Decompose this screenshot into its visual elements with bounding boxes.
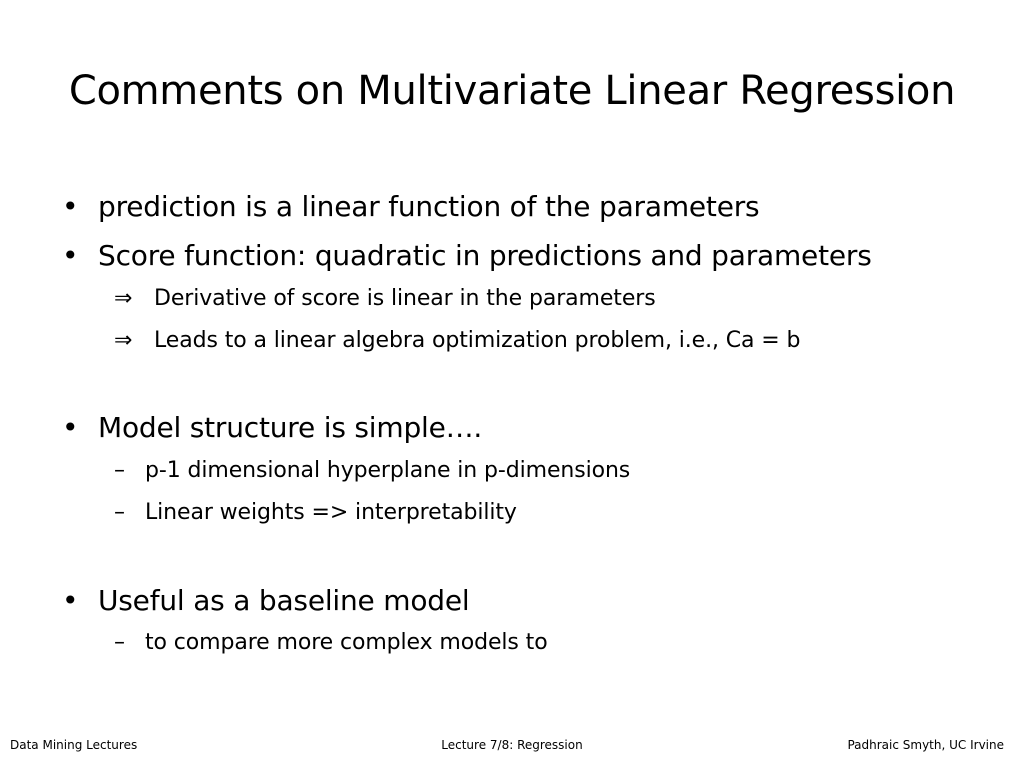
sub-item-implies [114,328,800,353]
sub-item-dash [114,458,630,483]
dash-marker: – [114,458,125,483]
bullet-item [62,411,482,444]
bullet-item [62,190,759,223]
bullet-marker: • [62,584,79,617]
footer-lecture: Lecture 7/8: Regression [441,738,583,752]
sub-item-implies [114,286,656,311]
bullet-text: Useful as a baseline model [98,584,470,617]
footer-course: Data Mining Lectures [10,738,138,752]
sub-item-text: to compare more complex models to [145,630,548,655]
sub-item-dash [114,500,517,525]
sub-item-text: p-1 dimensional hyperplane in p-dimensions [145,458,631,483]
sub-item-dash [114,630,548,655]
bullet-text: Score function: quadratic in predictions and parameters [98,239,872,272]
sub-item-text: Leads to a linear algebra optimization problem, i.e., Ca = b [154,328,801,353]
bullet-marker: • [62,190,79,223]
slide-title: Comments on Multivariate Linear Regression [68,68,956,114]
bullet-item [62,584,469,617]
implies-arrow-icon: ⇒ [114,328,133,353]
sub-item-text: Linear weights => interpretability [145,500,517,525]
bullet-text: Model structure is simple…. [98,411,483,444]
implies-arrow-icon: ⇒ [114,286,133,311]
dash-marker: – [114,500,125,525]
bullet-item [62,239,872,272]
sub-item-text: Derivative of score is linear in the parameters [154,286,656,311]
bullet-text: prediction is a linear function of the parameters [98,190,760,223]
bullet-marker: • [62,411,79,444]
bullet-marker: • [62,239,79,272]
footer-author: Padhraic Smyth, UC Irvine [847,738,1004,752]
dash-marker: – [114,630,125,655]
